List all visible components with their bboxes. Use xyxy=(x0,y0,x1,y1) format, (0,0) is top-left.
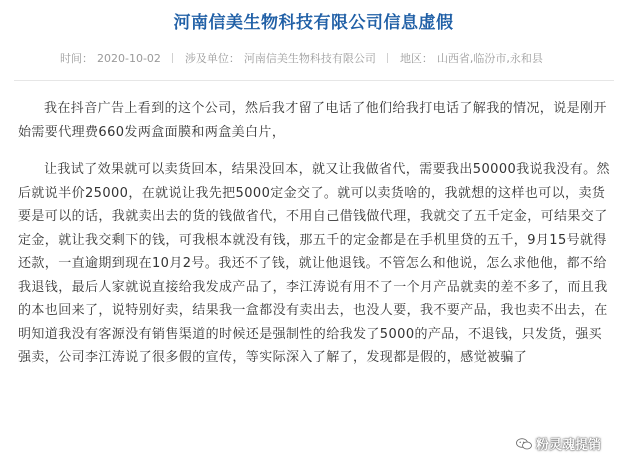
region-value: 山西省,临汾市,永和县 xyxy=(436,52,543,65)
unit-value: 河南信美生物科技有限公司 xyxy=(243,52,376,65)
watermark xyxy=(516,434,601,453)
time-value: 2020-10-02 xyxy=(97,52,161,65)
article-meta xyxy=(60,50,620,66)
article-title: 河南信美生物科技有限公司信息虚假 xyxy=(173,13,454,33)
header-divider xyxy=(14,80,614,81)
article-paragraph: 让我试了效果就可以卖货回本，结果没回本，就又让我做省代，需要我出50000我说我没有。然后就说半价25000，在就说让我先把5000定金交了。就可以卖货啥的，我就想的这样也可以，卖货要是可以的话，我就卖出去的货的钱做省代，不用自己借钱做代理，我就交了五千定金，可结果交了定金，就让我交剩下的钱，可我根本就没有钱，那五千的定金都是在手机里贷的五千，9月15号就得还款，一直逾期到现在10月2号。我还不了钱，就让他退钱。不管怎么和他说，怎么求他他，都不给我退钱，最后人家就说直接给我发成产品了，李江涛说有用不了一个月产品就卖的差不多了，而且我的本也回来了，说特别好卖，结果我一盒都没有卖出去，也没人要，我不要产品，我也卖不出去，在明知道我没有客源没有销售渠道的时候还是强制性的给我发了5000的产品，不退钱，只发货，强买强卖，公司李江涛说了很多假的宣传，等实际深入了解了，发现都是假的，感觉被骗了 xyxy=(18,162,610,365)
meta-divider xyxy=(387,53,388,63)
article-paragraph: 我在抖音广告上看到的这个公司，然后我才留了电话了他们给我打电话了解我的情况，说是刚开始需要代理费660发两盒面膜和两盒美白片， xyxy=(18,101,607,140)
region-label: 地区： xyxy=(399,52,433,65)
time-label: 时间： xyxy=(60,52,93,65)
meta-divider xyxy=(172,53,173,63)
unit-label: 涉及单位： xyxy=(184,52,240,65)
article-body xyxy=(18,97,612,384)
watermark-text: 粉灵魂提销 xyxy=(536,438,602,453)
wechat-icon xyxy=(516,438,532,450)
